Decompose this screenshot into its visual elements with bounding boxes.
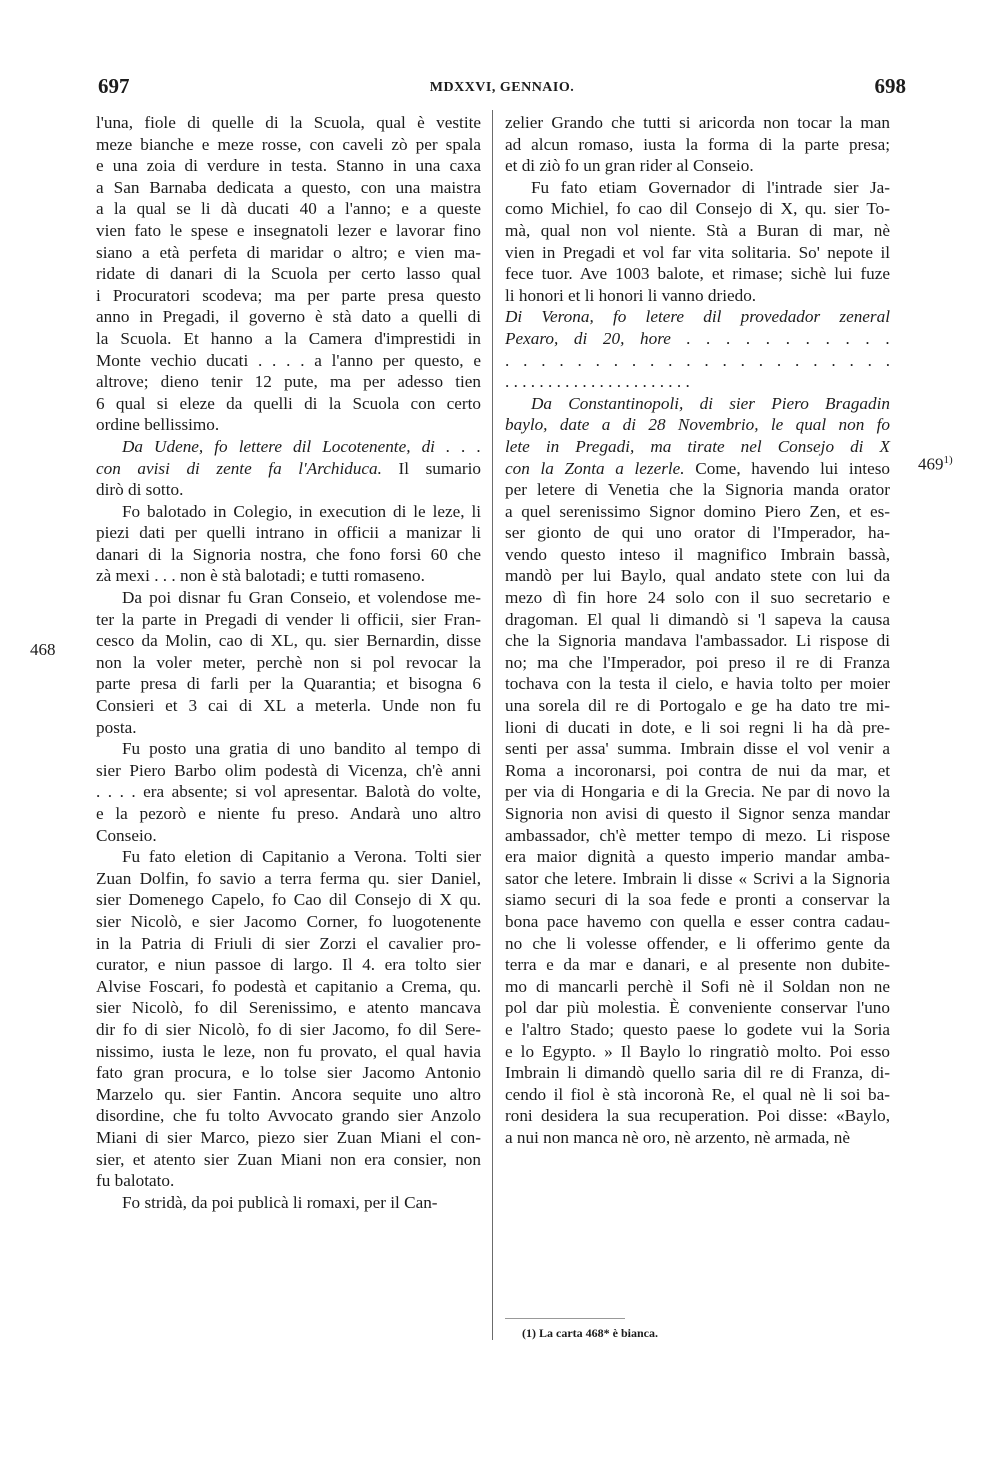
text-line: parte presa di farli per la Quarantia; et bisogna 6 <box>96 674 481 694</box>
page-header <box>98 74 906 104</box>
text-line: non la voler meter, perchè non si pol revocar la <box>96 652 481 672</box>
text-line: baylo, date a di 28 Novembrio, le qual non fo <box>505 415 890 435</box>
text-line: Zuan Dolfin, fo savio a terra ferma qu. sier Daniel, <box>96 868 481 888</box>
text-line: Signoria non avisi di questo il Signor senza mandar <box>505 804 890 823</box>
text-line: a nui non manca nè oro, nè arzento, nè armada, nè <box>505 1127 851 1147</box>
text-line: danari di la Signoria nostra, che fono forsi 60 che <box>96 544 481 564</box>
text-line: in la Patria di Friuli di sier Zorzi el cavalier pro- <box>96 933 481 953</box>
text-line: sier, et atento sier Zuan Miani non era consier, non <box>96 1149 481 1169</box>
text-line: mandò per lui Baylo, qual andato stete con lui da <box>505 566 890 586</box>
text-line: . . . . . . . . . . . . . . . . . . . . . . <box>505 372 690 392</box>
text-line: zelier Grando che tutti si aricorda non tocar la man <box>505 113 890 132</box>
text-line: vien in Pregadi et vol far vita solitaria. So' nepote il <box>505 242 890 262</box>
text-line: zà mexi . . . non è stà balotadi; e tutti romaseno. <box>96 566 425 586</box>
text-line: . . . . . . . . . . . . . . . . . . . . . . <box>505 350 890 370</box>
text-line: a quel serenissimo Signor domino Piero Zen, et es- <box>505 501 890 521</box>
text-line: lete in Pregadi, ma tirate nel Consejo di X <box>505 436 890 456</box>
text-line: Fo stridà, da poi publicà li romaxi, per il Can- <box>122 1192 438 1212</box>
right-column <box>505 112 890 1149</box>
text-line: Da Constantinopoli, di sier Piero Bragadin <box>531 393 890 413</box>
text-line: dragoman. El qual li dimandò si 'l sapeva la causa <box>505 609 890 629</box>
text-line: no; ma che l'Imperador, poi preso il re di Franza <box>505 652 890 672</box>
margin-number-right <box>918 454 953 475</box>
text-line: terra e da mar e danari, e al presente non dubite- <box>505 955 890 975</box>
text-line: a San Barnaba dedicata a questo, con una maistra <box>96 177 481 197</box>
running-title: MDXXVI, GENNAIO. <box>429 80 575 95</box>
text-line: piezi dati per quelli intrano in officii a manizar li <box>96 523 481 543</box>
text-line: e una zoia di verdure in testa. Stanno in una caxa <box>96 156 481 176</box>
margin-number-left-text: 468 <box>30 640 56 659</box>
text-line: Fu fato etiam Governador di l'intrade sier Ja- <box>531 177 890 197</box>
text-line: e l'altro Stado; questo paese lo godete vui la Soria <box>505 1019 890 1039</box>
text-line: fece tuor. Ave 1003 balote, et rimase; sichè lui fuze <box>505 264 890 284</box>
text-line: dir fo di sier Nicolò, fo di sier Jacomo, fo dil Sere- <box>96 1019 481 1039</box>
text-line: Fu fato eletion di Capitanio a Verona. Tolti sier <box>122 847 481 867</box>
text-line: altrove; dieno tenir 12 pute, ma per adesso tien <box>96 372 481 392</box>
text-line: roni desidera la sua recuperation. Poi disse: «Baylo, <box>505 1106 890 1126</box>
text-line: sier Nicolò, e sier Jacomo Corner, fo luogotenente <box>96 911 481 931</box>
footnote-rule <box>505 1318 625 1319</box>
text-line: cesco da Molin, cao di XL, qu. sier Bernardin, disse <box>96 631 481 651</box>
text-line: et di ziò fo un gran rider al Conseio. <box>505 156 754 176</box>
text-line: e lo Egypto. » Il Baylo lo ringratiò molto. Poi esso <box>505 1041 890 1061</box>
text-line: ter la parte in Pregadi di vender li officii, sier Fran- <box>96 609 481 629</box>
text-line: fato gran procura, e lo tolse sier Jacomo Antonio <box>96 1063 481 1083</box>
margin-number-left <box>30 640 56 660</box>
italic-fragment: con la Zonta a lezerle. <box>505 458 685 478</box>
text-line: Di Verona, fo letere dil provedador zeneral <box>505 307 890 327</box>
text-line: posta. <box>96 717 137 737</box>
margin-number-right-sup: 1) <box>943 454 953 466</box>
text-line: la Scuola. Et hanno a la Camera d'imprestidi in <box>96 328 481 348</box>
text-line: lioni di ducati in dote, e li soi regni li ha dà pre- <box>505 717 890 737</box>
text-line: curator, e niun passoe di largo. Il 4. era tolto sier <box>96 955 481 975</box>
text-line <box>96 458 481 480</box>
text-line: vien fato le spese e insegnatoli lezer e lavorar fino <box>96 220 481 240</box>
text-line: ridate di danari di la Scuola per certo lasso qual <box>96 264 481 284</box>
text-line: ordine bellissimo. <box>96 415 220 435</box>
text-line: senti per assa' summa. Imbrain disse el vol venir a <box>505 739 890 759</box>
text-line: una sorela dil re di Portogalo e ge ha dato tre mi- <box>505 696 890 716</box>
text-line: Imbrain li dimandò quello saria dil re di Franza, di- <box>505 1063 890 1083</box>
text-line: per letere di Venetia che la Signoria manda orator <box>505 480 890 500</box>
text-line: Fu posto una gratia di uno bandito al tempo di <box>122 739 481 759</box>
text-line: Da Udene, fo lettere dil Locotenente, di . . . <box>122 436 481 456</box>
text-line: era maior dignità a questo imperio mandar amba- <box>505 847 890 867</box>
text-line: meze bianche e meze rosse, con caveli zò per spala <box>96 134 481 154</box>
text-line: como Michiel, fo cao dil Consejo di X, qu. sier To- <box>505 199 890 219</box>
text-line: sator che letere. Imbrain li disse « Scrivi a la Signoria <box>505 868 890 888</box>
text-line: pol dar più molestia. È conveniente conservar l'uno <box>505 998 890 1018</box>
text-line: siano a età perfeta di maridar o altro; e vien ma- <box>96 242 481 262</box>
text-line: Conseio. <box>96 825 157 845</box>
text-line: Marzelo qu. sier Fantin. Ancora sequite uno altro <box>96 1084 481 1104</box>
text-line: bona pace havemo con quella e esser contra cadau- <box>505 911 890 931</box>
footnote: (1) La carta 468* è bianca. <box>522 1326 658 1340</box>
text-line: mo di mancarli perchè il Sofi nè il Soldan non ne <box>505 976 890 996</box>
page-number-left: 697 <box>98 74 130 98</box>
text-line: ambassador, ch'è metter tempo di mezo. Li rispose <box>505 825 890 845</box>
text-line: anno in Pregadi, il governo è stà dato a quelli di <box>96 307 481 327</box>
text-line: sier Nicolò, fo dil Serenissimo, e atento mancava <box>96 998 481 1018</box>
page-number-right: 698 <box>874 74 906 98</box>
text-line: Fo balotado in Colegio, in execution di le leze, li <box>122 501 481 521</box>
text-line: l'una, fiole di quelle di la Scuola, qual è vestite <box>96 113 481 132</box>
text-line: cendo il fiol è stà incoronà Re, el qual nè li soi ba- <box>505 1084 890 1104</box>
text-line: dirò di sotto. <box>96 480 184 500</box>
italic-fragment: con avisi di zente fa l'Archiduca. <box>96 458 382 478</box>
text-line: mà, qual non vol niente. Stà a Buran di mar, nè <box>505 220 890 240</box>
text-line: ad alcun romaso, iusta la forma di la parte presa; <box>505 134 890 154</box>
text-line: ser gionto de qui uno orator di l'Imperador, ha- <box>505 523 890 543</box>
text-line: Pexaro, di 20, hore . . . . . . . . . . . <box>505 328 890 348</box>
text-line: Monte vechio ducati . . . . a l'anno per questo, e <box>96 350 481 370</box>
text-line: mezo dì fin hore 24 solo con il suo secretario e <box>505 588 890 608</box>
text-line: Alvise Foscari, fo podestà et capitanio a Crema, qu. <box>96 976 481 996</box>
text-line: e la pezorò e niente fu preso. Andarà uno altro <box>96 804 481 823</box>
text-line: li honori et li honori li vanno driedo. <box>505 285 757 305</box>
text-line: 6 qual si eleze da quelli di la Scuola con certo <box>96 393 481 413</box>
text-line: vendo questo inteso il magnifico Imbrain bassà, <box>505 544 890 564</box>
text-line: nissimo, iusta le leze, non fu provato, el qual havia <box>96 1041 481 1061</box>
text-line: a la qual se li dà ducati 40 a l'anno; e a queste <box>96 199 481 219</box>
text-line: Roma a incoronarsi, poi contra de nui da mar, et <box>505 760 890 780</box>
text-line: no che li volesse offender, e li offerimo gente da <box>505 933 890 953</box>
text-line: Consieri et 3 cai di XL a meterla. Unde non fu <box>96 696 481 716</box>
text-line: . . . . era absente; si vol apresentar. Balotà do volte, <box>96 782 481 802</box>
text-line: i Procuratori scodeva; ma per parte presa questo <box>96 285 481 305</box>
text-line: siamo securi di la soa fede e pronti a conservar la <box>505 890 890 910</box>
text-line: che la Signoria mandava l'ambassador. Li rispose di <box>505 631 890 651</box>
text-line <box>505 458 890 480</box>
text-line: fu balotato. <box>96 1171 175 1191</box>
roman-fragment: Il sumario <box>381 458 481 478</box>
text-line: Da poi disnar fu Gran Conseio, et volendose me- <box>122 588 481 608</box>
text-line: disordine, che fu tolto Avvocato grando sier Anzolo <box>96 1106 481 1126</box>
text-line: per via di Hongaria e di la Grecia. Ne par di novo la <box>505 782 890 802</box>
roman-fragment: Come, havendo lui inteso <box>684 458 890 478</box>
text-line: tochava con la testa il cielo, e havia tolto per moier <box>505 674 890 694</box>
text-line: sier Domenego Capelo, fo Cao dil Consejo di X qu. <box>96 890 481 910</box>
margin-number-right-text: 469 <box>918 454 944 474</box>
column-divider <box>492 110 493 1340</box>
left-column <box>96 112 481 1213</box>
text-line: Miani di sier Marco, piezo sier Zuan Miani el con- <box>96 1127 481 1147</box>
text-line: sier Piero Barbo olim podestà di Vicenza, ch'è anni <box>96 760 481 780</box>
